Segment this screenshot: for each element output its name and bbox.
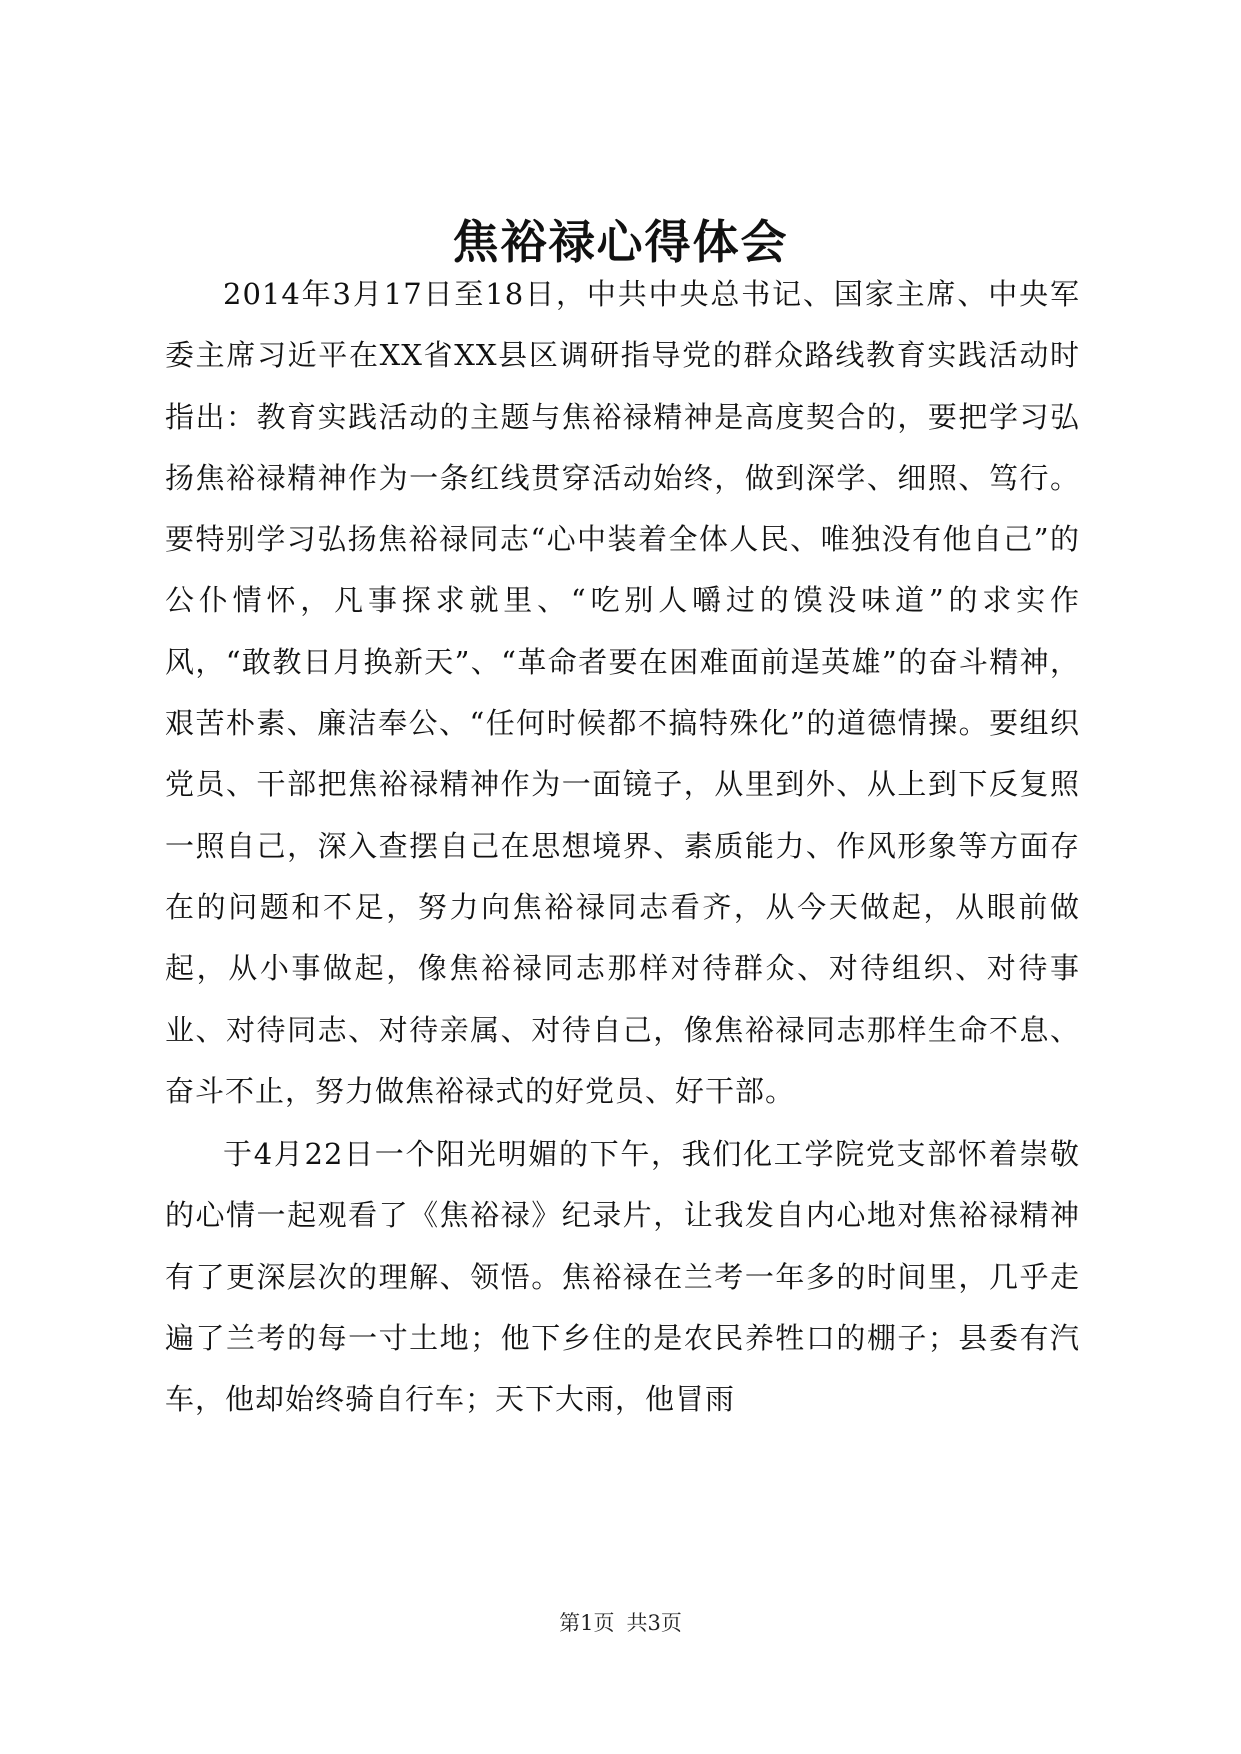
paragraph-1: 2014年3月17日至18日，中共中央总书记、国家主席、中央军委主席习近平在XX省XX县区调研指导党的群众路线教育实践活动时指出：教育实践活动的主题与焦裕禄精神是高度契合的，要把学习弘扬焦裕禄精神作为一条红线贯穿活动始终，做到深学、细照、笃行。要特别学习弘扬焦裕禄同志“心中装着全体人民、唯独没有他自己”的公仆情怀，凡事探求就里、“吃别人嚼过的馍没味道”的求实作风，“敢教日月换新天”、“革命者要在困难面前逞英雄”的奋斗精神，艰苦朴素、廉洁奉公、“任何时候都不搞特殊化”的道德情操。要组织党员、干部把焦裕禄精神作为一面镜子，从里到外、从上到下反复照一照自己，深入查摆自己在思想境界、素质能力、作风形象等方面存在的问题和不足，努力向焦裕禄同志看齐，从今天做起，从眼前做起，从小事做起，像焦裕禄同志那样对待群众、对待组织、对待事业、对待同志、对待亲属、对待自己，像焦裕禄同志那样生命不息、奋斗不止，努力做焦裕禄式的好党员、好干部。 <box>165 277 1080 1108</box>
document-title: 焦裕禄心得体会 <box>452 215 789 269</box>
document-body <box>165 264 1080 1431</box>
page-number: 第1页 <box>559 1611 615 1635</box>
page-footer <box>0 1608 1241 1638</box>
paragraph-2: 于4月22日一个阳光明媚的下午，我们化工学院党支部怀着崇敬的心情一起观看了《焦裕禄》纪录片，让我发自内心地对焦裕禄精神有了更深层次的理解、领悟。焦裕禄在兰考一年多的时间里，几乎走遍了兰考的每一寸土地；他下乡住的是农民养牲口的棚子；县委有汽车，他却始终骑自行车；天下大雨，他冒雨 <box>165 1137 1080 1417</box>
page-total: 共3页 <box>626 1611 682 1635</box>
